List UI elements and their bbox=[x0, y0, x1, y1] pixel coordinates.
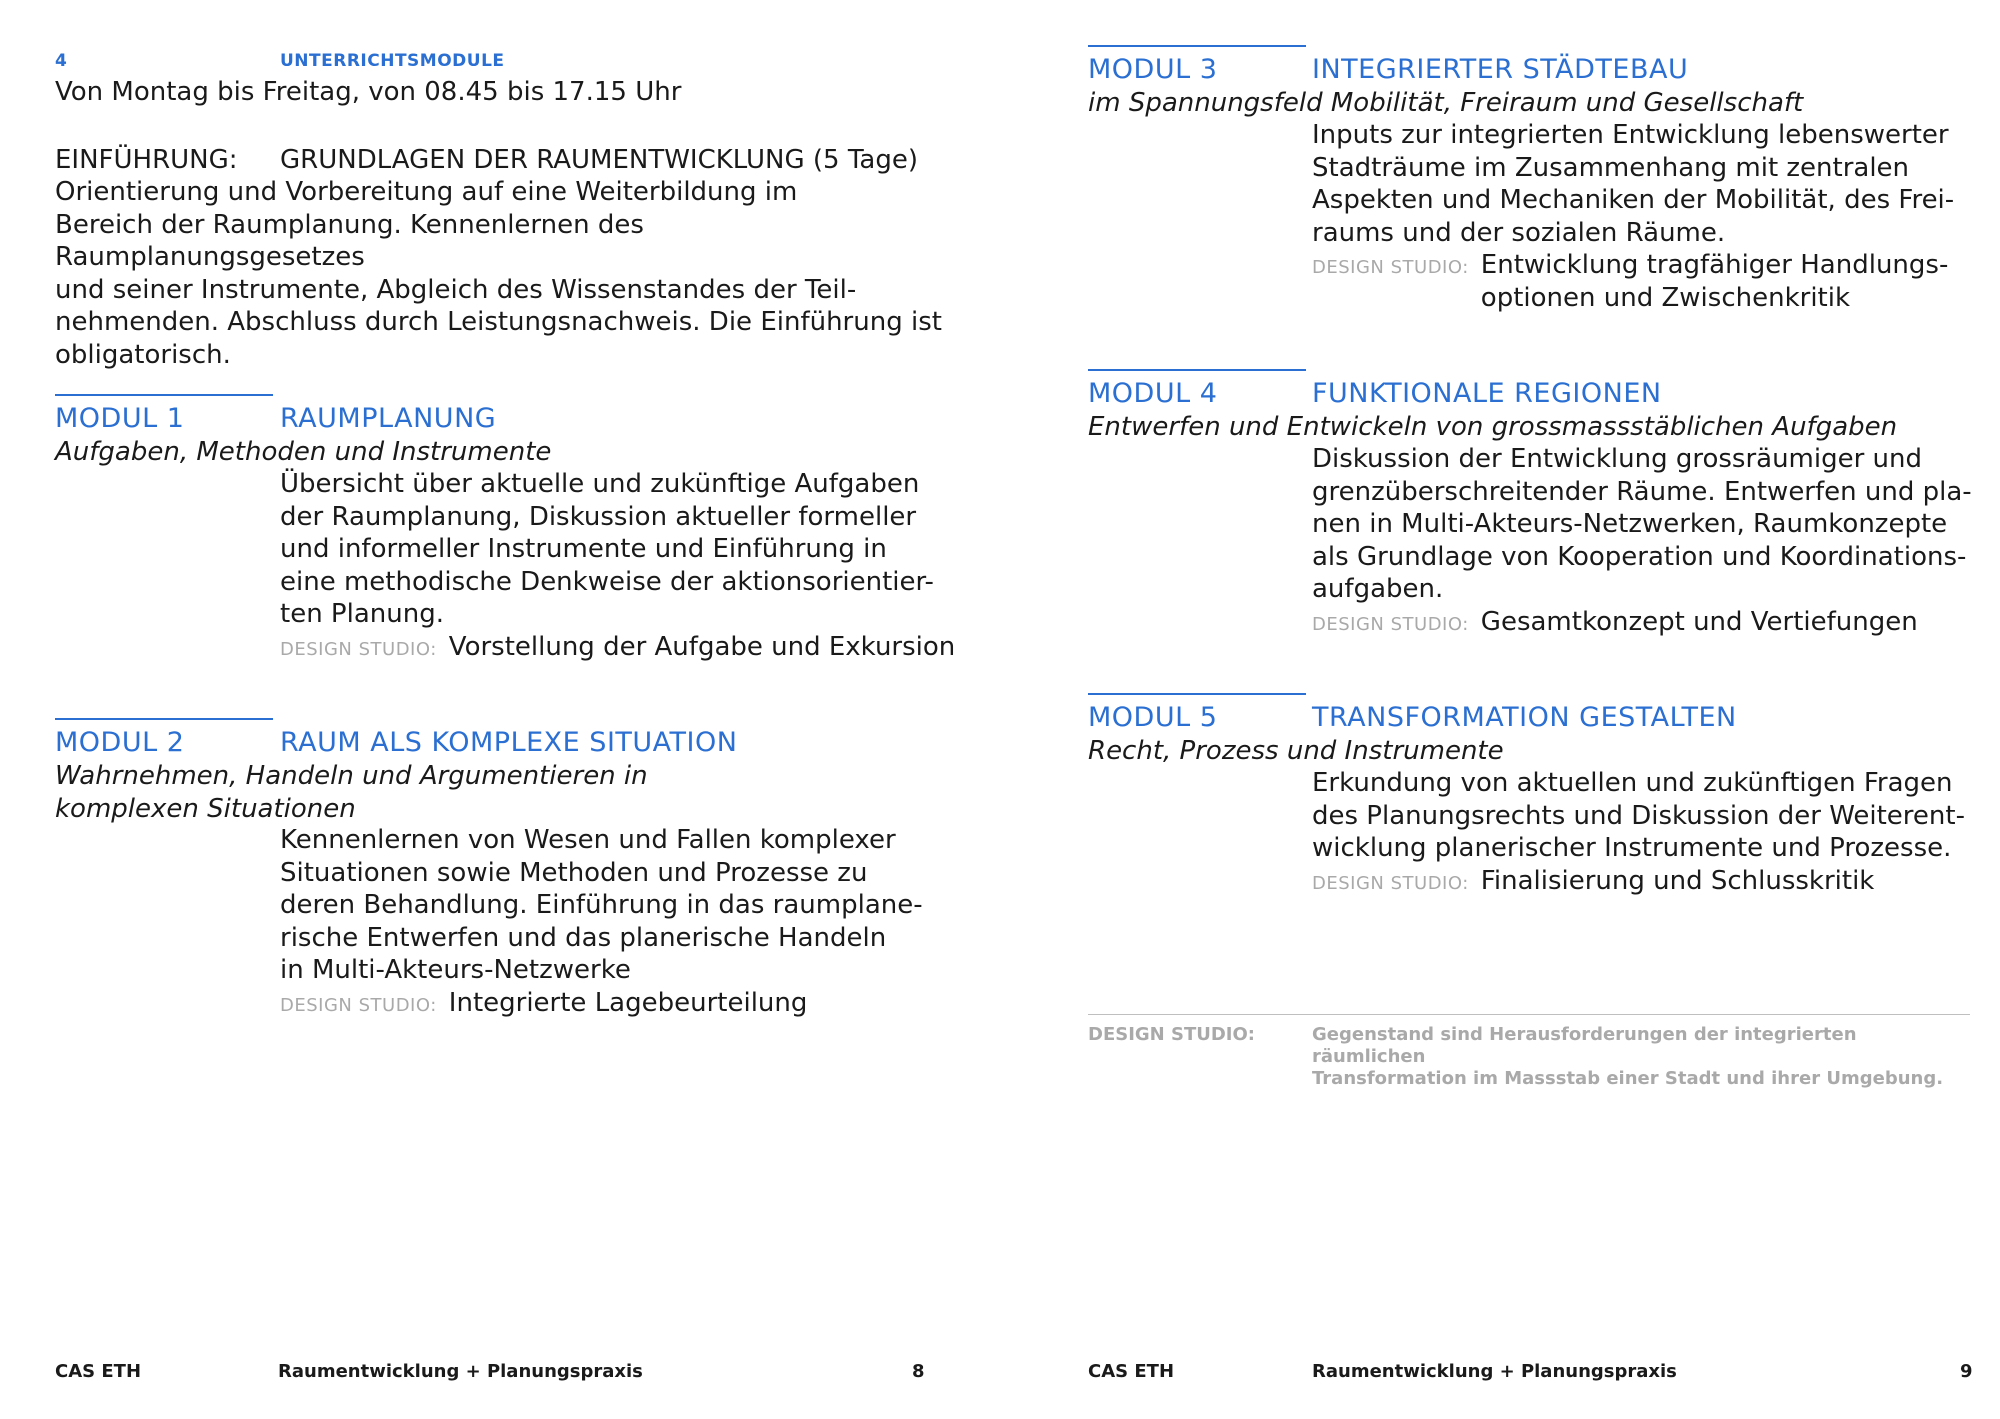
module-3-rule bbox=[1088, 45, 1306, 47]
module-3-studio-line: Entwicklung tragfähiger Handlungs- bbox=[1480, 250, 1949, 280]
module-3-label: MODUL 3 bbox=[1088, 54, 1218, 85]
module-5-rule bbox=[1088, 693, 1306, 695]
schedule-text: Von Montag bis Freitag, von 08.45 bis 17.15 Uhr bbox=[55, 77, 682, 107]
design-studio-label: DESIGN STUDIO: bbox=[1312, 613, 1469, 635]
module-2-subtitle-line: komplexen Situationen bbox=[55, 793, 356, 824]
module-1-label: MODUL 1 bbox=[55, 403, 185, 434]
footer-title: Raumentwicklung + Planungspraxis bbox=[1312, 1361, 1677, 1382]
module-4-subtitle: Entwerfen und Entwickeln von grossmassstäblichen Aufgaben bbox=[1088, 412, 1898, 442]
intro-title: GRUNDLAGEN DER RAUMENTWICKLUNG (5 Tage) bbox=[280, 145, 918, 175]
footer-left: CAS ETH bbox=[55, 1361, 142, 1382]
module-2-rule bbox=[55, 718, 273, 720]
module-3-line: Inputs zur integrierten Entwicklung lebenswerter bbox=[1312, 120, 1949, 150]
module-2-title: RAUM ALS KOMPLEXE SITUATION bbox=[280, 727, 738, 758]
module-5-subtitle: Recht, Prozess und Instrumente bbox=[1088, 736, 1504, 766]
module-5-studio-text: Finalisierung und Schlusskritik bbox=[1480, 865, 1875, 896]
module-2-label: MODUL 2 bbox=[55, 727, 185, 758]
module-3-description bbox=[1312, 119, 1992, 314]
module-3-line: raums und der sozialen Räume. bbox=[1312, 217, 1726, 248]
module-5-label: MODUL 5 bbox=[1088, 702, 1218, 733]
module-4-line: nen in Multi-Akteurs-Netzwerken, Raumkonzepte bbox=[1312, 509, 1948, 539]
module-3-studio bbox=[1312, 249, 1992, 314]
intro-line: obligatorisch. bbox=[55, 339, 231, 370]
module-3-studio-line: optionen und Zwischenkritik bbox=[1480, 282, 1851, 313]
intro-description bbox=[55, 176, 955, 371]
note-divider bbox=[1088, 1014, 1970, 1015]
module-5-line: wicklung planerischer Instrumente und Prozesse. bbox=[1312, 833, 1952, 863]
page-marker: 4 bbox=[55, 51, 68, 71]
module-4-description bbox=[1312, 443, 1992, 641]
module-2-line: deren Behandlung. Einführung in das raumplane- bbox=[280, 890, 923, 920]
module-1-line: der Raumplanung, Diskussion aktueller formeller bbox=[280, 501, 917, 532]
note-line: Gegenstand sind Herausforderungen der integrierten räumlichen bbox=[1312, 1024, 1857, 1067]
module-2-line: Situationen sowie Methoden und Prozesse zu bbox=[280, 857, 868, 888]
design-studio-label: DESIGN STUDIO: bbox=[280, 994, 437, 1016]
module-5-description bbox=[1312, 767, 1992, 900]
note-label: DESIGN STUDIO: bbox=[1088, 1024, 1256, 1045]
module-4-studio bbox=[1312, 606, 1992, 642]
module-3-line: Aspekten und Mechaniken der Mobilität, des Frei- bbox=[1312, 185, 1955, 215]
footer-page-number: 8 bbox=[912, 1361, 925, 1382]
module-1-title: RAUMPLANUNG bbox=[280, 403, 497, 434]
module-1-subtitle: Aufgaben, Methoden und Instrumente bbox=[55, 437, 552, 467]
module-2-description bbox=[280, 824, 960, 1022]
module-2-studio bbox=[280, 987, 960, 1023]
module-2-line: in Multi-Akteurs-Netzwerke bbox=[280, 955, 631, 985]
design-studio-label: DESIGN STUDIO: bbox=[280, 638, 437, 660]
module-5-line: Erkundung von aktuellen und zukünftigen Fragen bbox=[1312, 768, 1953, 798]
footer-left: CAS ETH bbox=[1088, 1361, 1175, 1382]
module-5-title: TRANSFORMATION GESTALTEN bbox=[1312, 702, 1737, 733]
module-4-line: aufgaben. bbox=[1312, 574, 1444, 604]
module-5-line: des Planungsrechts und Diskussion der Weiterent- bbox=[1312, 800, 1965, 831]
module-2-subtitle-line: Wahrnehmen, Handeln und Argumentieren in bbox=[55, 761, 648, 791]
module-1-line: ten Planung. bbox=[280, 599, 444, 629]
module-1-studio-text: Vorstellung der Aufgabe und Exkursion bbox=[448, 631, 956, 662]
module-1-line: und informeller Instrumente und Einführung in bbox=[280, 534, 887, 564]
intro-line: Orientierung und Vorbereitung auf eine Weiterbildung im bbox=[55, 177, 798, 207]
module-4-line: als Grundlage von Kooperation und Koordinations- bbox=[1312, 541, 1967, 572]
module-1-rule bbox=[55, 394, 273, 396]
module-2-subtitle bbox=[55, 760, 648, 825]
module-3-line: Stadträume im Zusammenhang mit zentralen bbox=[1312, 152, 1910, 183]
note-line: Transformation im Massstab einer Stadt und ihrer Umgebung. bbox=[1312, 1068, 1944, 1089]
footer-title: Raumentwicklung + Planungspraxis bbox=[278, 1361, 643, 1382]
module-3-title: INTEGRIERTER STÄDTEBAU bbox=[1312, 54, 1689, 85]
module-4-line: Diskussion der Entwicklung grossräumiger und bbox=[1312, 444, 1923, 474]
module-2-line: rische Entwerfen und das planerische Handeln bbox=[280, 922, 887, 953]
module-1-description bbox=[280, 468, 960, 666]
note-text bbox=[1312, 1024, 1972, 1090]
module-3-subtitle: im Spannungsfeld Mobilität, Freiraum und Gesellschaft bbox=[1088, 88, 1804, 118]
module-1-line: eine methodische Denkweise der aktionsorientier- bbox=[280, 566, 934, 597]
intro-line: und seiner Instrumente, Abgleich des Wissenstandes der Teil- bbox=[55, 274, 857, 305]
module-2-line: Kennenlernen von Wesen und Fallen komplexer bbox=[280, 825, 896, 855]
module-4-line: grenzüberschreitender Räume. Entwerfen und pla- bbox=[1312, 476, 1972, 507]
intro-line: Bereich der Raumplanung. Kennenlernen des Raumplanungsgesetzes bbox=[55, 209, 644, 272]
design-studio-label: DESIGN STUDIO: bbox=[1312, 872, 1469, 894]
module-4-label: MODUL 4 bbox=[1088, 378, 1218, 409]
module-2-studio-text: Integrierte Lagebeurteilung bbox=[448, 987, 808, 1018]
module-1-line: Übersicht über aktuelle und zukünftige Aufgaben bbox=[280, 469, 920, 499]
footer-page-number: 9 bbox=[1960, 1361, 1973, 1382]
module-4-studio-text: Gesamtkonzept und Vertiefungen bbox=[1480, 606, 1918, 637]
intro-line: nehmenden. Abschluss durch Leistungsnachweis. Die Einführung ist bbox=[55, 307, 942, 337]
module-4-rule bbox=[1088, 369, 1306, 371]
right-page bbox=[1000, 0, 2000, 1419]
module-3-studio-text bbox=[1481, 249, 1949, 314]
module-5-studio bbox=[1312, 865, 1992, 901]
intro-label: EINFÜHRUNG: bbox=[55, 145, 238, 175]
design-studio-label: DESIGN STUDIO: bbox=[1312, 257, 1469, 278]
module-4-title: FUNKTIONALE REGIONEN bbox=[1312, 378, 1662, 409]
section-label: UNTERRICHTSMODULE bbox=[280, 51, 505, 71]
module-1-studio bbox=[280, 631, 960, 667]
